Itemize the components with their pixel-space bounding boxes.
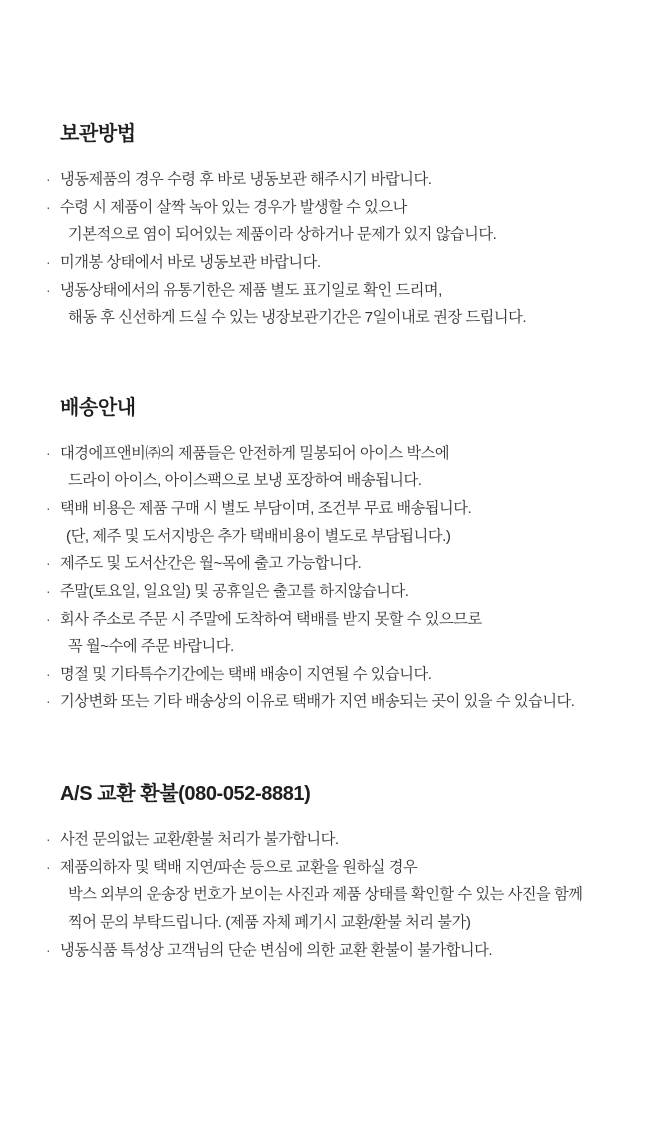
bullet-spacer <box>46 306 60 329</box>
bullet-icon: · <box>46 831 51 847</box>
list-item <box>46 168 615 193</box>
list-item <box>46 279 615 304</box>
list-item-text: 해동 후 신선하게 드실 수 있는 냉장보관기간은 7일이내로 권장 드립니다. <box>68 309 527 327</box>
list-item <box>46 828 615 853</box>
list-item-text: 미개봉 상태에서 바로 냉동보관 바랍니다. <box>60 253 321 271</box>
list-item-continuation <box>46 469 615 494</box>
list-item <box>46 608 615 633</box>
list-item-text: 냉동제품의 경우 수령 후 바로 냉동보관 해주시기 바랍니다. <box>60 171 432 188</box>
bullet-icon: · <box>46 582 51 599</box>
list-item-text: 제주도 및 도서산간은 월~목에 출고 가능합니다. <box>60 555 362 573</box>
list-item-text: 회사 주소로 주문 시 주말에 도착하여 택배를 받지 못할 수 있으므로 <box>60 610 482 628</box>
list-item <box>46 580 615 605</box>
bullet-icon: · <box>46 665 51 682</box>
bullet-spacer <box>46 223 60 246</box>
bullet-spacer <box>46 883 60 906</box>
list-item <box>46 442 615 467</box>
bullet-spacer <box>46 469 60 492</box>
bullet-icon: · <box>46 858 51 875</box>
list-item <box>46 663 615 688</box>
list-item-text: 드라이 아이스, 아이스팩으로 보냉 포장하여 배송됩니다. <box>68 472 422 490</box>
list-item-text: 찍어 문의 부탁드립니다. (제품 자체 폐기시 교환/환불 처리 불가) <box>68 913 471 931</box>
list-item-text: 수령 시 제품이 살짝 녹아 있는 경우가 발생할 수 있으나 <box>60 198 407 216</box>
list-item-text: (단, 제주 및 도서지방은 추가 택배비용이 별도로 부담됩니다.) <box>66 527 451 545</box>
list-item-text: 기본적으로 염이 되어있는 제품이라 상하거나 문제가 있지 않습니다. <box>68 226 497 244</box>
bullet-icon: · <box>46 500 51 516</box>
list-item-continuation <box>46 883 615 908</box>
list-item-continuation <box>46 306 615 331</box>
list-item-continuation <box>46 525 615 550</box>
list-item-text: 박스 외부의 운송장 번호가 보이는 사진과 제품 상태를 확인할 수 있는 사진을 함께 <box>68 886 583 904</box>
list-item-text: 대경에프앤비㈜의 제품들은 안전하게 밀봉되어 아이스 박스에 <box>60 444 450 462</box>
section-title-storage: 보관방법 <box>60 123 136 145</box>
bullet-icon: · <box>46 253 51 270</box>
bullet-icon: · <box>46 171 51 187</box>
list-item <box>46 196 615 221</box>
list-item <box>46 552 615 577</box>
list-item-text: 냉동상태에서의 유통기한은 제품 별도 표기일로 확인 드리며, <box>60 281 442 299</box>
bullet-icon: · <box>46 281 51 298</box>
list-item <box>46 939 615 964</box>
list-item-text: 명절 및 기타특수기간에는 택배 배송이 지연될 수 있습니다. <box>60 665 432 683</box>
bullet-icon: · <box>46 941 51 958</box>
list-item-text: 기상변화 또는 기타 배송상의 이유로 택배가 지연 배송되는 곳이 있을 수 있습니다. <box>60 693 575 711</box>
bullet-icon: · <box>46 198 51 215</box>
list-item <box>46 497 615 522</box>
list-item-continuation <box>46 911 615 936</box>
storage-line-list <box>46 168 615 331</box>
bullet-spacer <box>46 525 60 548</box>
delivery-line-list <box>46 442 615 715</box>
list-item-text: 꼭 월~수에 주문 바랍니다. <box>68 638 234 656</box>
list-item-text: 사전 문의없는 교환/환불 처리가 불가합니다. <box>60 831 339 848</box>
bullet-icon: · <box>46 693 51 710</box>
bullet-spacer <box>46 911 60 934</box>
list-item-continuation <box>46 223 615 248</box>
bullet-spacer <box>46 635 60 658</box>
section-refund <box>46 718 615 963</box>
list-item-text: 제품의하자 및 택배 지연/파손 등으로 교환을 원하실 경우 <box>60 858 418 876</box>
list-item <box>46 856 615 881</box>
refund-line-list <box>46 828 615 963</box>
section-storage <box>46 0 615 331</box>
bullet-icon: · <box>46 444 51 461</box>
list-item <box>46 690 615 715</box>
list-item-text: 냉동식품 특성상 고객님의 단순 변심에 의한 교환 환불이 불가합니다. <box>60 941 493 959</box>
list-item-text: 주말(토요일, 일요일) 및 공휴일은 출고를 하지않습니다. <box>60 582 409 600</box>
list-item <box>46 251 615 276</box>
list-item-text: 택배 비용은 제품 구매 시 별도 부담이며, 조건부 무료 배송됩니다. <box>60 500 472 517</box>
section-title-delivery: 배송안내 <box>60 396 136 419</box>
bullet-icon: · <box>46 555 51 572</box>
section-delivery <box>46 334 615 715</box>
list-item-continuation <box>46 635 615 660</box>
section-title-refund: A/S 교환 환불(080-052-8881) <box>60 783 311 805</box>
bullet-icon: · <box>46 610 51 627</box>
